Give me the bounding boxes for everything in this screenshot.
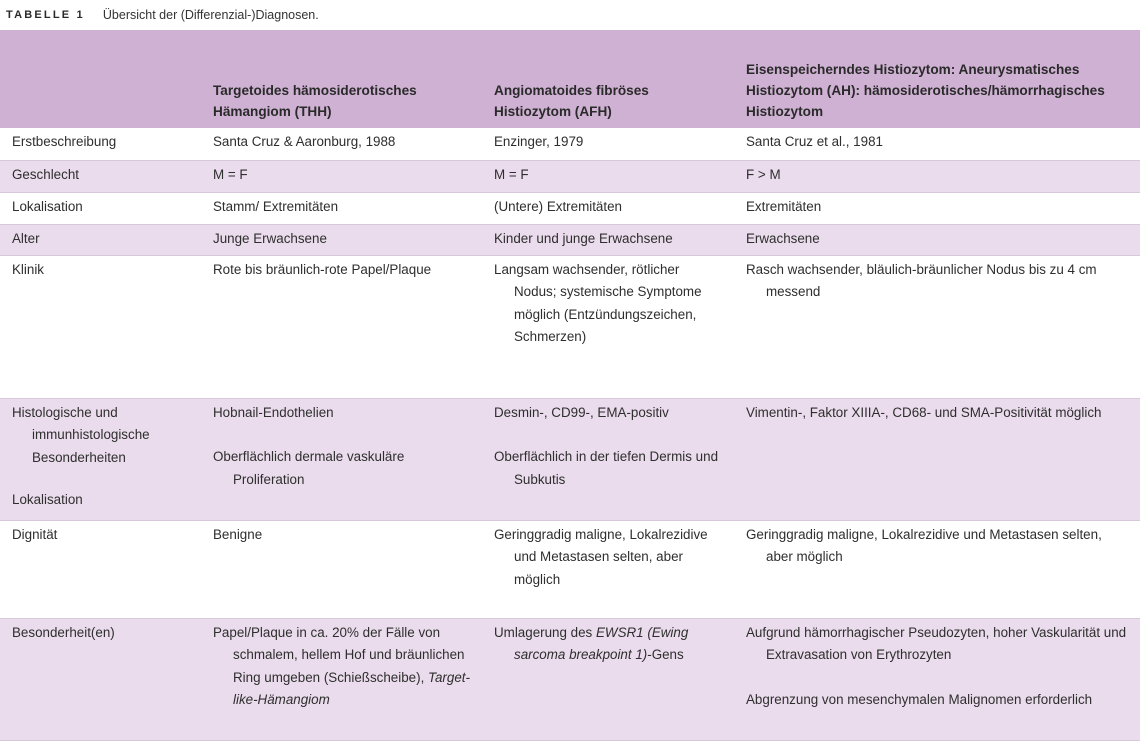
cell-text: Oberflächlich dermale vaskuläre Proliferation [213, 449, 405, 487]
cell-thh: Junge Erwachsene [200, 224, 481, 255]
row-label: Lokalisation [0, 192, 200, 224]
cell-text [494, 622, 725, 667]
row-label: Geschlecht [0, 160, 200, 192]
cell-afh: Enzinger, 1979 [481, 128, 733, 160]
cell-afh [481, 618, 733, 740]
cell-thh: Santa Cruz & Aaronburg, 1988 [200, 128, 481, 160]
gene-name: EWSR1 [596, 624, 644, 640]
caption-label: TABELLE 1 [6, 9, 85, 21]
cell-afh: M = F [481, 160, 733, 192]
table-row [0, 192, 1140, 224]
cell-text: Rote bis bräunlich-rote Papel/Plaque [213, 261, 432, 277]
cell-text: Desmin-, CD99-, EMA-positiv [494, 404, 669, 420]
cell-text: Langsam wachsender, rötlicher Nodus; systemische Symptome möglich (Entzündungszeichen, Schmerzen) [494, 261, 702, 345]
row-sublabel-text: Lokalisation [12, 492, 83, 508]
caption-text: Übersicht der (Differenzial-)Diagnosen. [102, 8, 319, 22]
gene-expansion: (Ewing sarcoma breakpoint 1) [514, 624, 689, 663]
row-label-text: Klinik [12, 261, 44, 277]
row-label: Alter [0, 224, 200, 255]
row-label [0, 398, 200, 520]
table-row [0, 128, 1140, 160]
cell-text-post: -Gens [647, 647, 684, 663]
cell-text: Aufgrund hämorrhagischer Pseudozyten, hoher Vaskularität und Extravasation von Erythrozyten [746, 624, 1127, 663]
row-label [0, 618, 200, 740]
table-row [0, 255, 1140, 398]
cell-afh [481, 255, 733, 398]
header-col-afh: Angiomatoides fibröses Histiozytom (AFH) [481, 30, 733, 128]
cell-text: Oberflächlich in der tiefen Dermis und Subkutis [494, 449, 719, 487]
row-label-text: Dignität [12, 526, 58, 542]
cell-ah [733, 255, 1140, 398]
table-caption [0, 0, 1140, 30]
header-col-ah: Eisenspeicherndes Histiozytom: Aneurysmatisches Histiozytom (AH): hämosiderotisches/hämorrhagisches Histiozytom [733, 30, 1140, 128]
diagnosis-table [0, 30, 1140, 741]
cell-afh [481, 398, 733, 520]
row-label-text: Histologische und immunhistologische Besonderheiten [12, 404, 150, 465]
cell-thh [200, 618, 481, 740]
header-col-thh: Targetoides hämosiderotisches Hämangiom (THH) [200, 30, 481, 128]
cell-thh [200, 255, 481, 398]
table-row [0, 520, 1140, 618]
cell-ah: F > M [733, 160, 1140, 192]
cell-ah [733, 520, 1140, 618]
cell-ah: Erwachsene [733, 224, 1140, 255]
table-row [0, 224, 1140, 255]
row-label-text: Besonderheit(en) [12, 624, 115, 640]
cell-thh [200, 398, 481, 520]
row-label [0, 255, 200, 398]
cell-ah [733, 618, 1140, 740]
row-label: Erstbeschreibung [0, 128, 200, 160]
cell-thh [200, 520, 481, 618]
cell-text: Hobnail-Endothelien [213, 404, 334, 420]
cell-ah: Santa Cruz et al., 1981 [733, 128, 1140, 160]
cell-ah: Extremitäten [733, 192, 1140, 224]
table-row [0, 618, 1140, 740]
cell-text [213, 622, 473, 712]
table-row [0, 160, 1140, 192]
cell-afh: (Untere) Extremitäten [481, 192, 733, 224]
cell-text: Rasch wachsender, bläulich-bräunlicher Nodus bis zu 4 cm messend [746, 261, 1097, 300]
header-row [0, 30, 1140, 128]
header-col-criteria [0, 30, 200, 128]
cell-thh: Stamm/ Extremitäten [200, 192, 481, 224]
cell-ah [733, 398, 1140, 520]
table-row [0, 398, 1140, 520]
cell-text-italic: Target-like-Hämangiom [233, 669, 470, 708]
cell-afh [481, 520, 733, 618]
cell-text: Benigne [213, 526, 263, 542]
cell-thh: M = F [200, 160, 481, 192]
cell-text: Geringgradig maligne, Lokalrezidive und Metastasen selten, aber möglich [746, 526, 1102, 565]
row-label [0, 520, 200, 618]
cell-text-pre: Umlagerung des [494, 624, 593, 640]
cell-text: Abgrenzung von mesenchymalen Malignomen erforderlich [746, 691, 1093, 707]
cell-afh: Kinder und junge Erwachsene [481, 224, 733, 255]
cell-text: Geringgradig maligne, Lokalrezidive und Metastasen selten, aber möglich [494, 526, 708, 587]
cell-text-main: Papel/Plaque in ca. 20% der Fälle von schmalem, hellem Hof und bräunlichen Ring umgeben (Schießscheibe), [213, 624, 465, 685]
cell-text: Vimentin-, Faktor XIIIA-, CD68- und SMA-Positivität möglich [746, 404, 1102, 420]
